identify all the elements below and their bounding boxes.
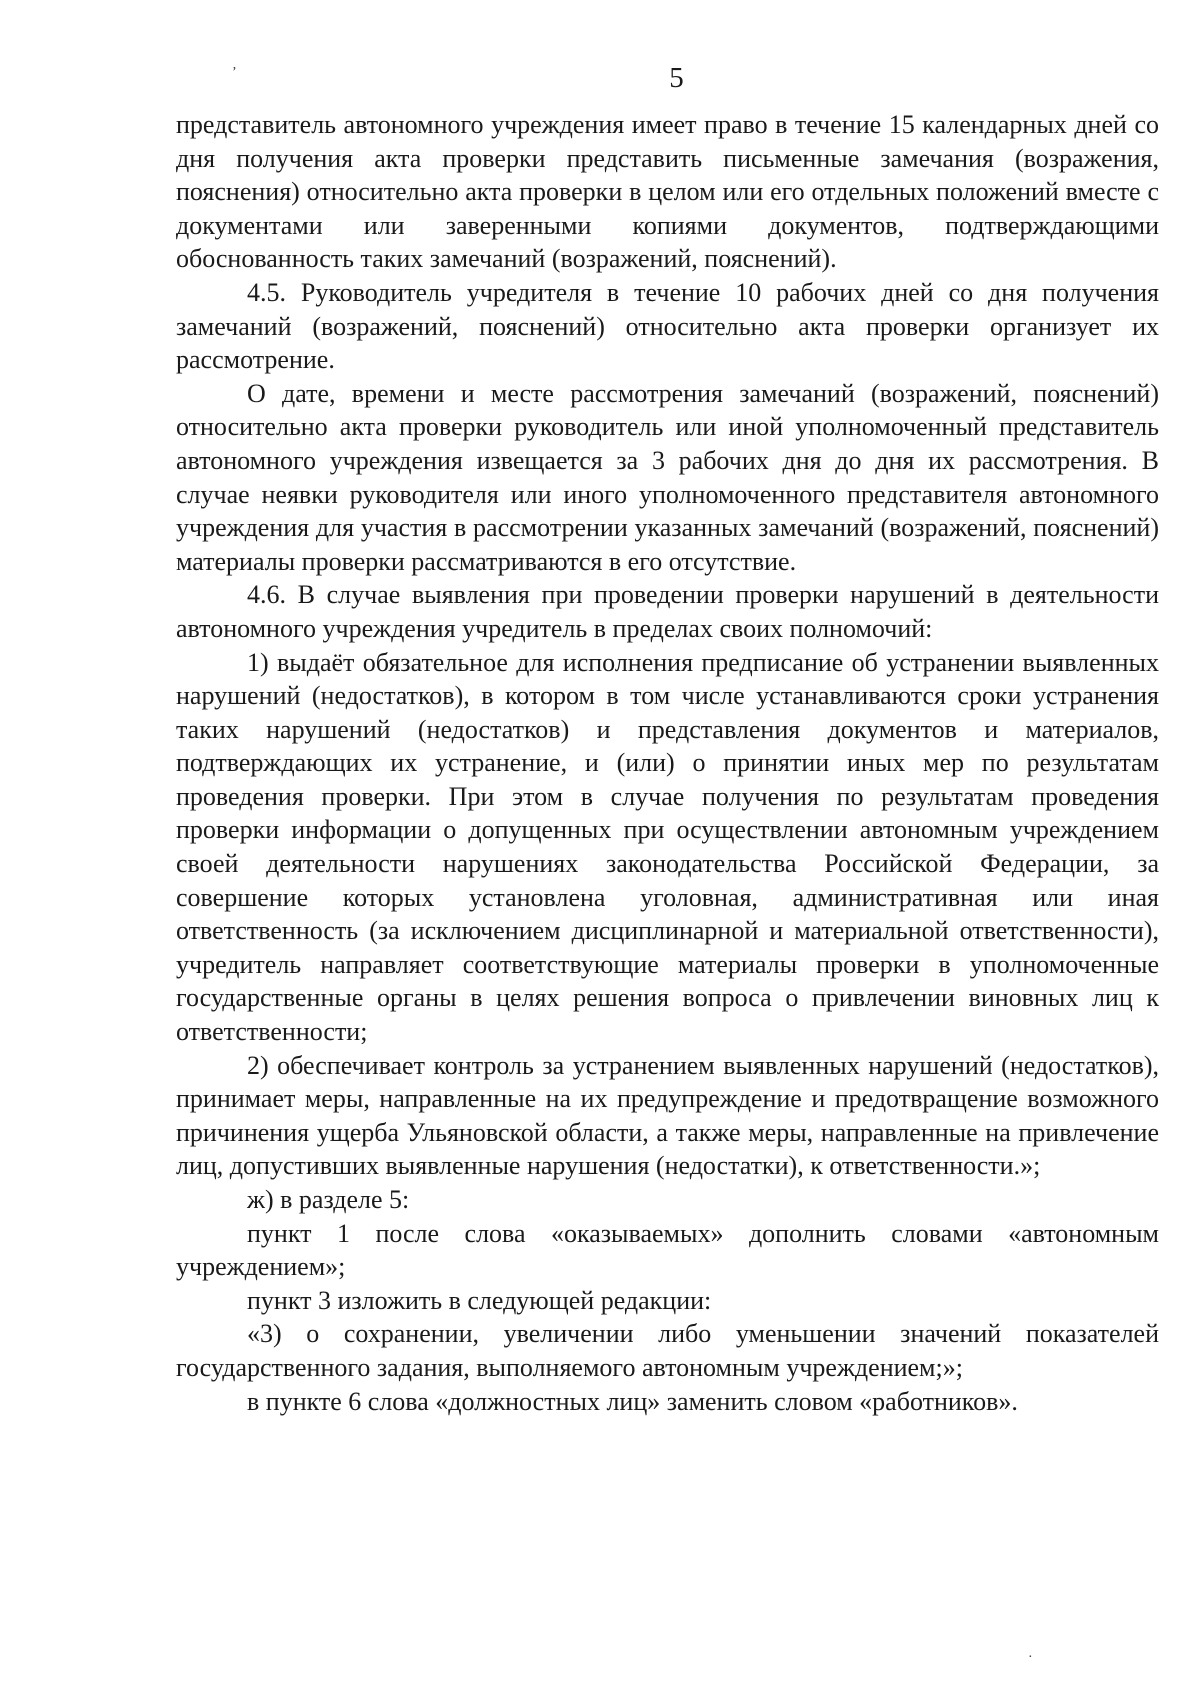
page-number: 5 [669,62,684,94]
paragraph-point-3-text: «3) о сохранении, увеличении либо уменьшении значений показателей государственного задания, выполняемого автономным учреждением;»; [176,1319,1159,1382]
paragraph-notification: О дате, времени и месте рассмотрения замечаний (возражений, пояснений) относительно акта проверки руководитель или иной уполномоченный представитель автономного учреждения извещается за 3 рабочих дня до дня их рассмотрения. В случае неявки руководителя или иного уполномоченного представителя автономного учреждения для участия в рассмотрении указанных замечаний (возражений, пояснений) материалы проверки рассматриваются в его отсутствие. [176,378,1159,576]
scan-speck: · [1028,1650,1033,1665]
paragraph-item-1: 1) выдаёт обязательное для исполнения предписание об устранении выявленных нарушений (недостатков), в котором в том числе устанавливаются сроки устранения таких нарушений (недостатков) и представления документов и материалов, подтверждающих их устранение, и (или) о принятии иных мер по результатам проведения проверки. При этом в случае получения по результатам проведения проверки информации о допущенных при осуществлении автономным учреждением своей деятельности нарушениях законодательства Российской Федерации, за совершение которых установлена уголовная, административная или иная ответственность (за исключением дисциплинарной и материальной ответственности), учредитель направляет соответствующие материалы проверки в уполномоченные государственные органы в целях решения вопроса о привлечении виновных лиц к ответственности; [176,647,1159,1047]
paragraph-4-5: 4.5. Руководитель учредителя в течение 10 рабочих дней со дня получения замечаний (возражений, пояснений) относительно акта проверки организует их рассмотрение. [176,277,1159,375]
paragraph-item-2: 2) обеспечивает контроль за устранением выявленных нарушений (недостатков), принимает меры, направленные на их предупреждение и предотвращение возможного причинения ущерба Ульяновской области, а также меры, направленные на привлечение лиц, допустивших выявленные нарушения (недостатки), к ответственности.»; [176,1050,1159,1181]
paragraph-4-6: 4.6. В случае выявления при проведении проверки нарушений в деятельности автономного учреждения учредитель в пределах своих полномочий: [176,580,1159,643]
paragraph-point-6: в пункте 6 слова «должностных лиц» заменить словом «работников». [247,1386,1018,1416]
paragraph-point-3: пункт 3 изложить в следующей редакции: [247,1285,712,1315]
scan-speck: ’ [232,65,237,80]
paragraph-continuation: представитель автономного учреждения имеет право в течение 15 календарных дней со дня получения акта проверки представить письменные замечания (возражения, пояснения) относительно акта проверки в целом или его отдельных положений вместе с документами или заверенными копиями документов, подтверждающими обоснованность таких замечаний (возражений, пояснений). [176,110,1159,274]
paragraph-section-5: ж) в разделе 5: [247,1185,410,1214]
document-body [176,108,1159,1418]
paragraph-point-1: пункт 1 после слова «оказываемых» дополнить словами «автономным учреждением»; [176,1218,1159,1282]
